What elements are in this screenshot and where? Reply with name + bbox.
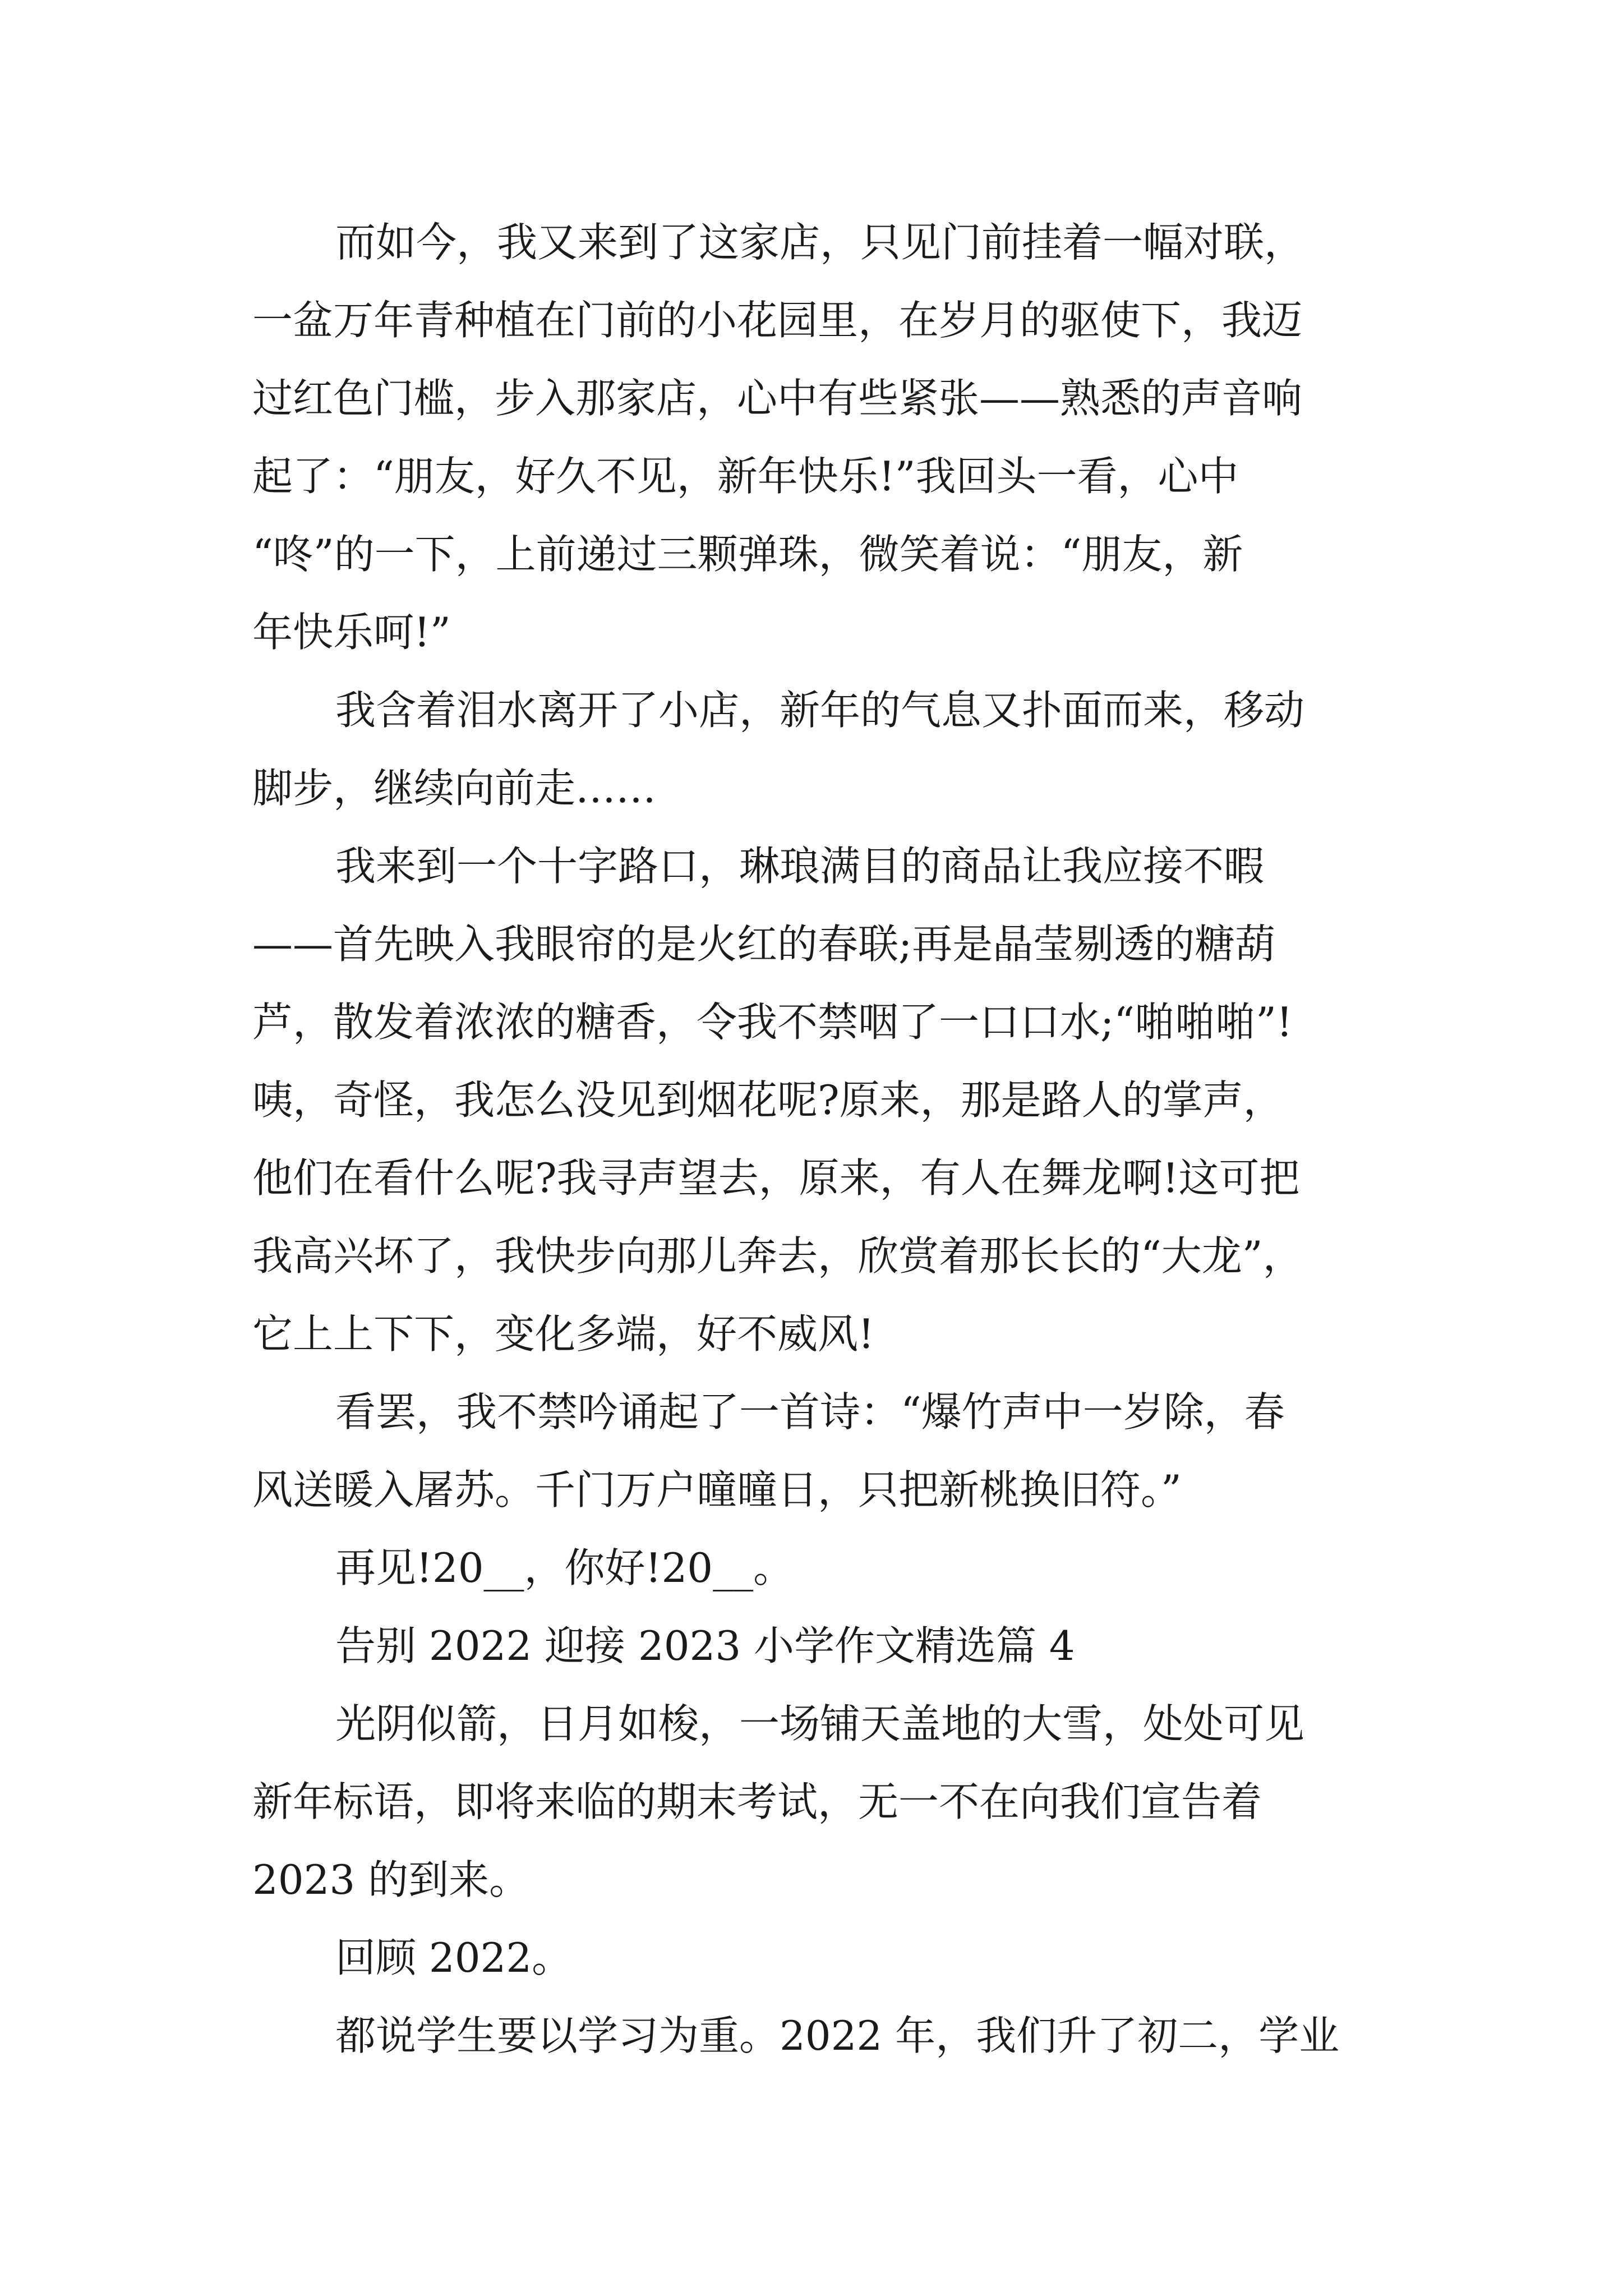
paragraph-line: ——首先映入我眼帘的是火红的春联;再是晶莹剔透的糖葫 — [252, 921, 1276, 968]
paragraph-line: 脚步，继续向前走…… — [252, 765, 657, 812]
paragraph-line: 我高兴坏了，我快步向那儿奔去，欣赏着那长长的“大龙”， — [252, 1232, 1303, 1280]
paragraph-line: 新年标语，即将来临的期末考试，无一不在向我们宣告着 — [252, 1778, 1262, 1825]
paragraph-line: 过红色门槛，步入那家店，心中有些紧张——熟悉的声音响 — [252, 375, 1303, 422]
paragraph-line: 我含着泪水离开了小店，新年的气息又扑面而来，移动 — [335, 687, 1305, 734]
paragraph-line: 年快乐呵!” — [252, 609, 451, 656]
paragraph-line: 芦，散发着浓浓的糖香，令我不禁咽了一口口水;“啪啪啪”! — [252, 999, 1293, 1046]
paragraph-line: 他们在看什么呢?我寻声望去，原来，有人在舞龙啊!这可把 — [252, 1154, 1300, 1202]
paragraph-line: 光阴似箭，日月如梭，一场铺天盖地的大雪，处处可见 — [335, 1700, 1305, 1747]
paragraph-line: 2023 的到来。 — [252, 1856, 530, 1903]
paragraph-line: 我来到一个十字路口，琳琅满目的商品让我应接不暇 — [335, 843, 1265, 890]
paragraph-line: “咚”的一下，上前递过三颗弹珠，微笑着说：“朋友，新 — [252, 531, 1243, 578]
paragraph-line: 一盆万年青种植在门前的小花园里，在岁月的驱使下，我迈 — [252, 297, 1303, 344]
paragraph-line: 它上上下下，变化多端，好不威风! — [252, 1310, 874, 1358]
paragraph-line: 都说学生要以学习为重。2022 年，我们升了初二，学业 — [335, 2012, 1340, 2059]
paragraph-line: 起了：“朋友，好久不见，新年快乐!”我回头一看，心中 — [252, 453, 1239, 500]
section-heading: 告别 2022 迎接 2023 小学作文精选篇 4 — [335, 1622, 1075, 1669]
paragraph-line: 而如今，我又来到了这家店，只见门前挂着一幅对联， — [335, 219, 1305, 266]
paragraph-line: 咦，奇怪，我怎么没见到烟花呢?原来，那是路人的掌声， — [252, 1076, 1284, 1124]
paragraph-line: 看罢，我不禁吟诵起了一首诗：“爆竹声中一岁除，春 — [335, 1388, 1285, 1435]
paragraph-line: 风送暖入屠苏。千门万户曈曈日，只把新桃换旧符。” — [252, 1466, 1182, 1513]
paragraph-line: 回顾 2022。 — [335, 1934, 573, 1981]
paragraph-line: 再见!20__，你好!20__。 — [335, 1544, 794, 1591]
